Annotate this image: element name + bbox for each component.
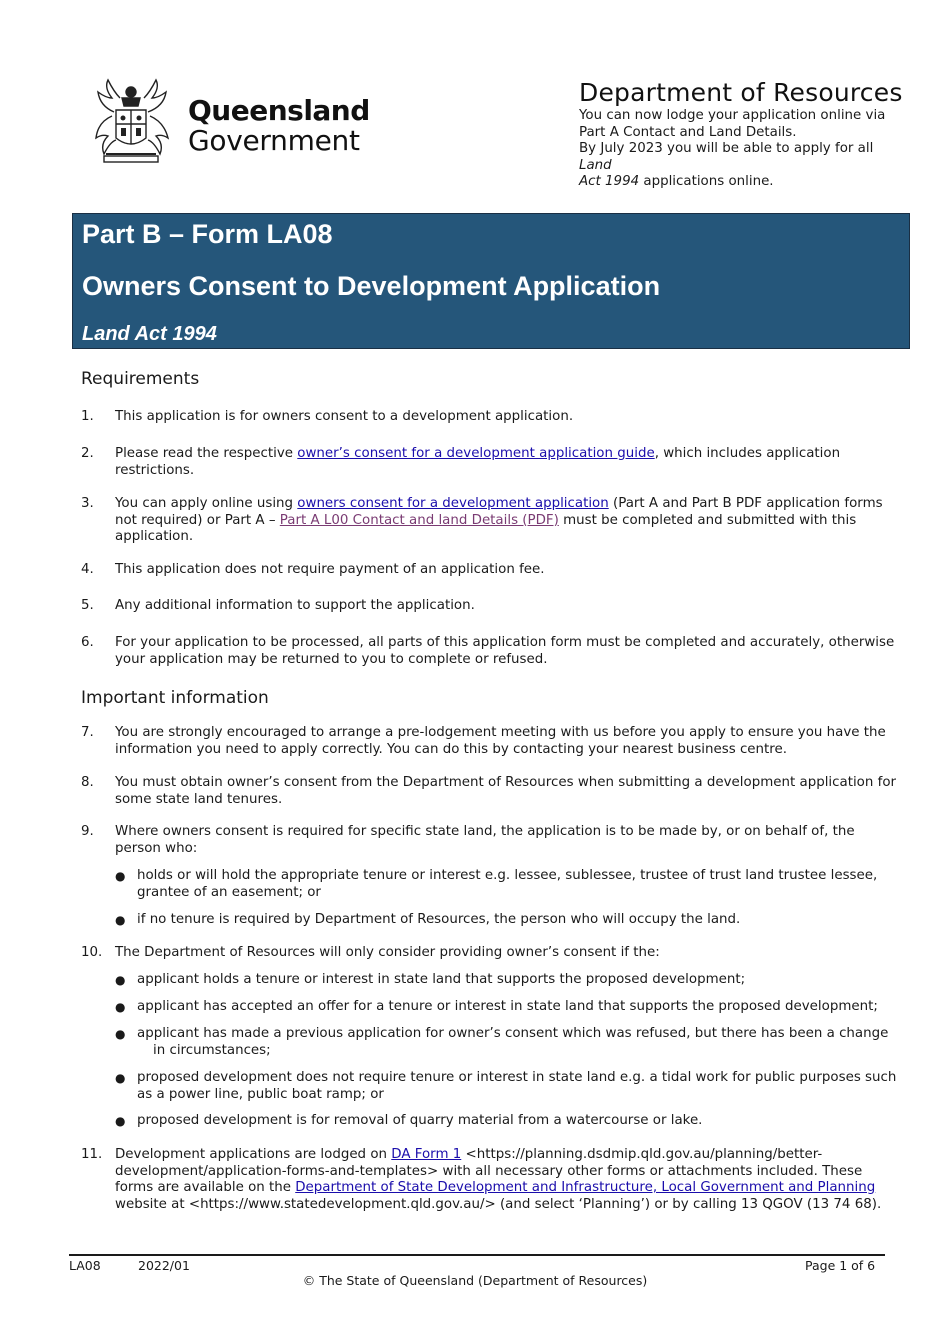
item-text: You are strongly encouraged to arrange a pre-lodgement meeting with us before you apply to ensure you have the information you need to apply correctly. You can do this by contacting your nearest business centre. [115, 725, 886, 757]
item-number: 11. [81, 1147, 103, 1162]
item-text: Where owners consent is required for specific state land, the application is to be made by, or on behalf of, the person who: [115, 824, 855, 856]
department-line3-prefix: By July 2023 you will be able to apply for all [579, 141, 874, 156]
department-line1: You can now lodge your application online via [579, 108, 886, 123]
item-text-mid: (Part A and Part B PDF application forms not required) or Part A – [115, 496, 883, 528]
item-text [115, 496, 901, 546]
list-item-10 [81, 945, 901, 962]
queensland-coat-of-arms-icon [86, 76, 176, 164]
item-text-post: , which includes application restrictions. [115, 446, 841, 478]
list-item-7 [81, 725, 901, 758]
item-number: 6. [81, 635, 94, 650]
bullet-item [115, 1113, 900, 1130]
bullet-item [115, 999, 900, 1016]
item-number: 2. [81, 446, 94, 461]
da-form-1-link[interactable]: DA Form 1 [391, 1147, 462, 1162]
requirements-heading: Requirements [81, 369, 200, 389]
item-text: You must obtain owner’s consent from the Department of Resources when submitting a development application for some state land tenures. [115, 775, 897, 807]
list-item-8 [81, 775, 901, 808]
item-number: 9. [81, 824, 94, 839]
list-item-1 [81, 409, 901, 426]
bullet-item [115, 1070, 900, 1103]
item-number: 8. [81, 775, 94, 790]
item-text-mid: <https://planning.dsdmip.qld.gov.au/planning/better-development/application-forms-and-templates> with all necessary other forms or attachments included. These forms are available on the [115, 1147, 863, 1195]
department-line4 [579, 174, 909, 191]
bullet-text: applicant holds a tenure or interest in state land that supports the proposed development; [137, 972, 746, 987]
footer-form-code: LA08 [69, 1258, 101, 1273]
bullet-icon: ● [115, 1027, 126, 1041]
list-item-11 [81, 1147, 901, 1213]
item-number: 1. [81, 409, 94, 424]
bullet-icon: ● [115, 1000, 126, 1014]
item-text [115, 446, 901, 479]
item-text: This application is for owners consent to a development application. [115, 409, 574, 424]
bullet-text: holds or will hold the appropriate tenure or interest e.g. lessee, sublessee, trustee of trust land trustee lessee, grantee of an easement; or [137, 868, 878, 900]
form-act: Land Act 1994 [82, 323, 217, 345]
footer-page-number: Page 1 of 6 [805, 1258, 876, 1273]
bullet-item [115, 1026, 900, 1059]
queensland-government-logo [86, 76, 370, 166]
item-number: 3. [81, 496, 94, 511]
department-title: Department of Resources [579, 78, 903, 107]
footer-copyright: © The State of Queensland (Department of Resources) [302, 1273, 648, 1288]
department-line4-suffix: applications online. [639, 174, 774, 189]
list-item-4 [81, 562, 901, 579]
bullet-icon: ● [115, 1114, 126, 1128]
bullet-text: applicant has accepted an offer for a tenure or interest in state land that supports the proposed development; [137, 999, 878, 1014]
item-text: This application does not require payment of an application fee. [115, 562, 545, 577]
list-item-3 [81, 496, 901, 546]
bullet-icon: ● [115, 1071, 126, 1085]
dsdilgp-website-link[interactable]: Department of State Development and Infrastructure, Local Government and Planning [295, 1180, 876, 1195]
footer-version: 2022/01 [138, 1258, 190, 1273]
list-item-5 [81, 598, 901, 615]
form-title: Owners Consent to Development Application [82, 271, 661, 301]
department-header [579, 78, 909, 191]
list-item-6 [81, 635, 901, 668]
guide-link[interactable]: owner’s consent for a development application guide [297, 446, 655, 461]
bullet-text: if no tenure is required by Department of Resources, the person who will occupy the land. [137, 912, 741, 927]
item-text-pre: Please read the respective [115, 446, 298, 461]
department-line3 [579, 141, 909, 174]
item-number: 4. [81, 562, 94, 577]
logo-name-line2: Government [188, 124, 360, 157]
bullet-text: applicant has made a previous application for owner’s consent which was refused, but there has been a change in circumstances; [137, 1026, 889, 1058]
item-text: Any additional information to support the application. [115, 598, 475, 613]
item-number: 7. [81, 725, 94, 740]
bullet-item [115, 972, 900, 989]
list-item-9 [81, 824, 901, 857]
department-line3-italic: Land [579, 157, 612, 173]
item-number: 5. [81, 598, 94, 613]
bullet-icon: ● [115, 973, 126, 987]
list-item-2 [81, 446, 901, 479]
logo-wordmark [188, 96, 370, 156]
bullet-item [115, 912, 900, 929]
item-text-post: must be completed and submitted with this application. [115, 512, 857, 544]
apply-online-link[interactable]: owners consent for a development application [297, 496, 609, 511]
part-a-pdf-link[interactable]: Part A L00 Contact and land Details (PDF) [279, 512, 559, 528]
bullet-text: proposed development is for removal of quarry material from a watercourse or lake. [137, 1113, 703, 1128]
bullet-text: proposed development does not require tenure or interest in state land e.g. a tidal work for public purposes such as a power line, public boat ramp; or [137, 1070, 897, 1102]
item-text-post: website at <https://www.statedevelopment.qld.gov.au/> (and select ‘Planning’) or by calling 13 QGOV (13 74 68). [115, 1196, 882, 1212]
footer-divider [69, 1254, 885, 1256]
department-line4-italic: Act 1994 [579, 174, 640, 189]
form-part-title: Part B – Form LA08 [82, 219, 333, 249]
item-text-pre: You can apply online using [115, 496, 298, 511]
bullet-icon: ● [115, 869, 126, 883]
item-text: The Department of Resources will only consider providing owner’s consent if the: [115, 945, 660, 960]
logo-name-line1: Queensland [188, 94, 370, 127]
item-number: 10. [81, 945, 103, 960]
important-information-heading: Important information [81, 688, 269, 708]
item-text-pre: Development applications are lodged on [115, 1147, 392, 1162]
item-text [115, 1147, 901, 1213]
bullet-icon: ● [115, 913, 126, 927]
bullet-item [115, 868, 900, 901]
form-title-banner [72, 213, 910, 349]
item-text: For your application to be processed, all parts of this application form must be completed and accurately, otherwise your application may be returned to you to complete or refused. [115, 635, 895, 667]
department-line2: Part A Contact and Land Details. [579, 124, 797, 140]
